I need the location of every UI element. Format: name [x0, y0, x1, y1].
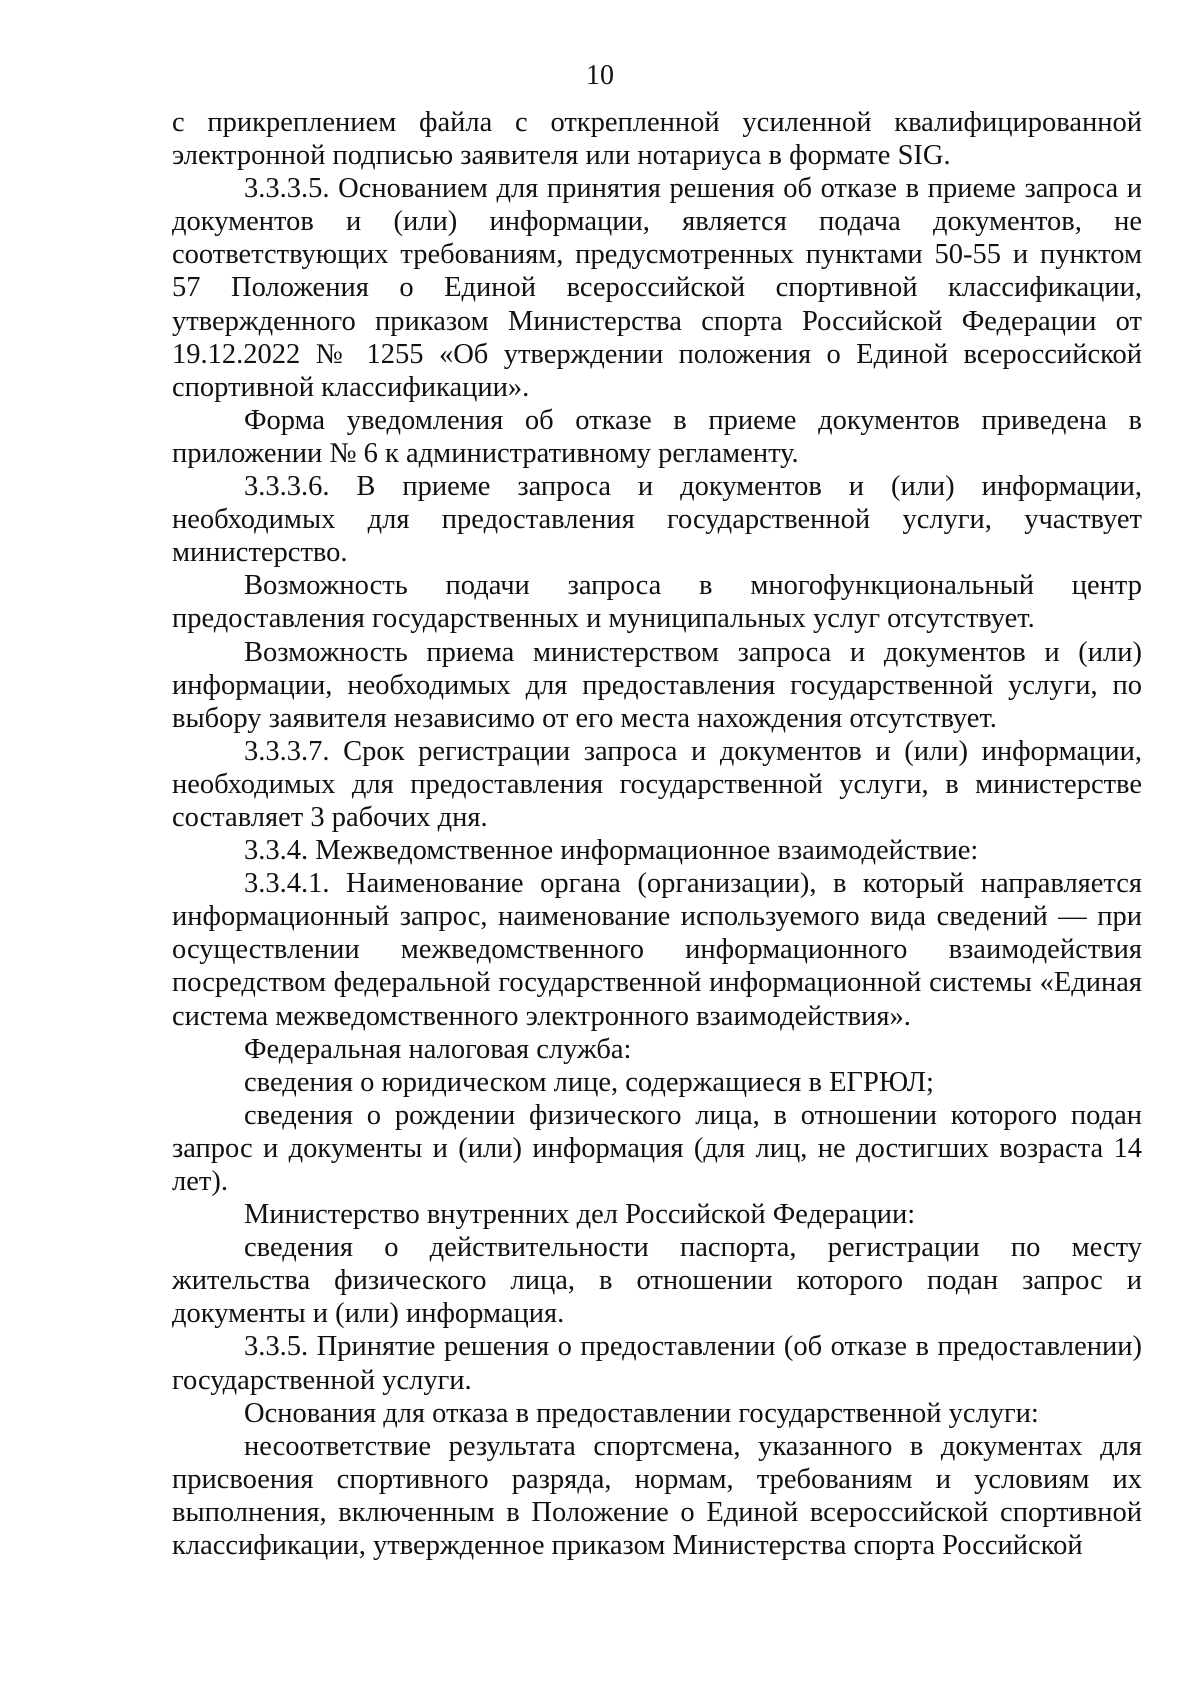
paragraph: несоответствие результата спортсмена, указанного в документах для присвоения спортивного разряда, нормам, требованиям и условиям их выполнения, включенным в Положение о Единой всероссийской спортивной классификации, утвержденное приказом Министерства спорта Российской — [172, 1430, 1142, 1562]
paragraph: 3.3.5. Принятие решения о предоставлении (об отказе в предоставлении) государственной услуги. — [172, 1331, 1142, 1396]
paragraph: 3.3.3.6. В приеме запроса и документов и (или) информации, необходимых для предоставления государственной услуги, участвует министерство. — [172, 471, 1142, 569]
paragraph: с прикреплением файла с открепленной усиленной квалифицированной электронной подписью заявителя или нотариуса в формате SIG. — [172, 107, 1142, 172]
paragraph: сведения о действительности паспорта, регистрации по месту жительства физического лица, в отношении которого подан запрос и документы и (или) информация. — [172, 1232, 1142, 1330]
paragraph: 3.3.3.5. Основанием для принятия решения об отказе в приеме запроса и документов и (или) информации, является подача документов, не соответствующих требованиям, предусмотренных пунктами 50-55 и пунктом 57 Положения о Единой всероссийской спортивной классификации, утвержденного приказом Министерства спорта Российской Федерации от 19.12.2022 № 1255 «Об утверждении положения о Единой всероссийской спортивной классификации». — [172, 173, 1142, 403]
paragraph: Федеральная налоговая служба: — [244, 1033, 632, 1065]
paragraph: 3.3.3.7. Срок регистрации запроса и документов и (или) информации, необходимых для предоставления государственной услуги, в министерстве составляет 3 рабочих дня. — [172, 735, 1142, 833]
paragraph: 3.3.4.1. Наименование органа (организации), в который направляется информационный запрос, наименование используемого вида сведений — при осуществлении межведомственного информационного взаимодействия посредством федеральной государственной информационной системы «Единая система межведомственного электронного взаимодействия». — [172, 868, 1142, 1032]
paragraph: Министерство внутренних дел Российской Федерации: — [244, 1199, 916, 1231]
paragraph: Основания для отказа в предоставлении государственной услуги: — [244, 1397, 1039, 1429]
page-number: 10 — [586, 60, 614, 91]
paragraph: 3.3.4. Межведомственное информационное взаимодействие: — [244, 835, 979, 867]
paragraph: сведения о юридическом лице, содержащиеся в ЕГРЮЛ; — [244, 1066, 934, 1098]
paragraph: Возможность подачи запроса в многофункциональный центр предоставления государственных и муниципальных услуг отсутствует. — [172, 570, 1142, 635]
paragraph: сведения о рождении физического лица, в отношении которого подан запрос и документы и (или) информация (для лиц, не достигших возраста 14 лет). — [172, 1099, 1142, 1197]
paragraph: Форма уведомления об отказе в приеме документов приведена в приложении № 6 к административному регламенту. — [172, 404, 1142, 469]
document-body — [172, 106, 1142, 1562]
paragraph: Возможность приема министерством запроса и документов и (или) информации, необходимых для предоставления государственной услуги, по выбору заявителя независимо от его места нахождения отсутствует. — [172, 636, 1142, 734]
